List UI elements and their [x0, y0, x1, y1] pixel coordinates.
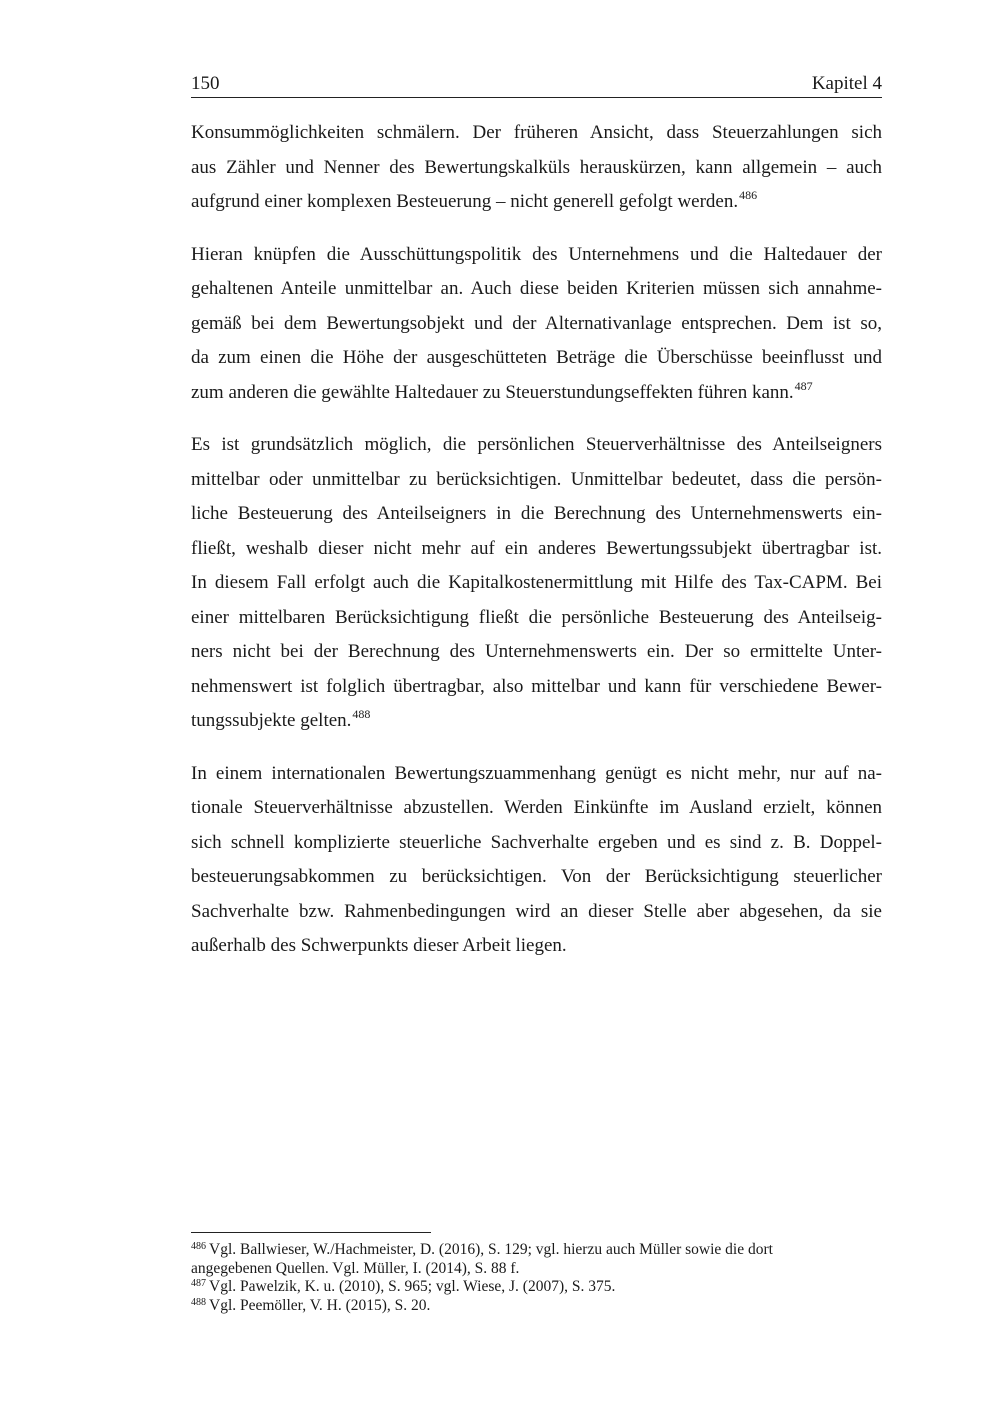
footnote-ref-486[interactable]: 486 — [739, 188, 758, 202]
chapter-title: Kapitel 4 — [811, 73, 882, 94]
text-line: Konsummöglichkeiten schmälern. Der früheren Ansicht, dass Steuerzahlungen sich — [191, 122, 882, 143]
running-header — [191, 72, 882, 98]
text-line: gemäß bei dem Bewertungsobjekt und der Alternativanlage entsprechen. Dem ist so, — [191, 312, 882, 334]
footnote-487 — [191, 1278, 882, 1297]
text-line: gehaltenen Anteile unmittelbar an. Auch diese beiden Kriterien müssen sich annahme- — [191, 278, 882, 299]
text-line: Sachverhalte bzw. Rahmenbedingungen wird an dieser Stelle aber abgesehen, da sie — [191, 900, 882, 922]
footnote-number: 487 — [191, 1278, 206, 1289]
text-line: zum anderen die gewählte Haltedauer zu Steuerstundungseffekten führen kann.$^{487}$ — [191, 378, 813, 403]
paragraph-4 — [191, 757, 882, 964]
text-line: ners nicht bei der Berechnung des Unternehmenswerts ein. Der so ermittelte Unter- — [191, 641, 882, 662]
paragraph-1 — [191, 116, 882, 220]
footnote-separator — [191, 1232, 431, 1233]
paragraph-3 — [191, 428, 882, 739]
text-line: fließt, weshalb dieser nicht mehr auf ein anderes Bewertungssubjekt übertragbar ist. — [191, 537, 882, 559]
footnote-486 — [191, 1241, 882, 1278]
footnote-ref-488[interactable]: 488 — [352, 707, 371, 721]
text-line: liche Besteuerung des Anteilseigners in die Berechnung des Unternehmenswerts ein- — [191, 503, 882, 524]
text-line: aus Zähler und Nenner des Bewertungskalküls herauskürzen, kann allgemein – auch — [191, 156, 882, 178]
text-line: sich schnell komplizierte steuerliche Sachverhalte ergeben und es sind z. B. Doppel- — [191, 831, 882, 853]
text-line: außerhalb des Schwerpunkts dieser Arbeit liegen. — [191, 935, 567, 956]
page-number: 150 — [191, 73, 220, 94]
footnote-text: Vgl. Peemöller, V. H. (2015), S. 20. — [209, 1296, 431, 1314]
text-line: nehmenswert ist folglich übertragbar, also mittelbar und kann für verschiedene Bewer- — [191, 675, 882, 697]
paragraph-2 — [191, 238, 882, 411]
text-line: aufgrund einer komplexen Besteuerung – nicht generell gefolgt werden.$^{486}$ — [191, 188, 758, 212]
page — [191, 72, 882, 982]
footnote-ref-487[interactable]: 487 — [794, 378, 813, 393]
footnote-text: angegebenen Quellen. Vgl. Müller, I. (2014), S. 88 f. — [191, 1259, 520, 1277]
body-text — [191, 116, 882, 964]
footnote-number: 486 — [191, 1241, 206, 1252]
footnote-text: Vgl. Pawelzik, K. u. (2010), S. 965; vgl. Wiese, J. (2007), S. 375. — [209, 1278, 616, 1295]
footnote-488 — [191, 1297, 882, 1316]
text-line: da zum einen die Höhe der ausgeschütteten Beträge die Überschüsse beeinflusst und — [191, 347, 882, 368]
text-line: besteuerungsabkommen zu berücksichtigen. Von der Berücksichtigung steuerlicher — [191, 866, 882, 887]
text-line: tionale Steuerverhältnisse abzustellen. Werden Einkünfte im Ausland erzielt, können — [191, 797, 882, 818]
text-line: In einem internationalen Bewertungszuammenhang genügt es nicht mehr, nur auf na- — [191, 762, 882, 784]
text-line: tungssubjekte gelten.$^{488}$ — [191, 707, 371, 731]
text-line: mittelbar oder unmittelbar zu berücksichtigen. Unmittelbar bedeutet, dass die persön- — [191, 468, 882, 490]
footnotes — [191, 1241, 882, 1315]
text-line: Es ist grundsätzlich möglich, die persönlichen Steuerverhältnisse des Anteilseigners — [191, 434, 882, 455]
footnote-text: Vgl. Ballwieser, W./Hachmeister, D. (2016), S. 129; vgl. hierzu auch Müller sowie die dort — [209, 1241, 773, 1258]
text-line: einer mittelbaren Berücksichtigung fließt die persönliche Besteuerung des Anteilseig- — [191, 606, 882, 628]
footnote-number: 488 — [191, 1296, 206, 1308]
text-line: In diesem Fall erfolgt auch die Kapitalkostenermittlung mit Hilfe des Tax-CAPM. Bei — [191, 572, 882, 593]
text-line: Hieran knüpfen die Ausschüttungspolitik des Unternehmens und die Haltedauer der — [191, 243, 882, 265]
